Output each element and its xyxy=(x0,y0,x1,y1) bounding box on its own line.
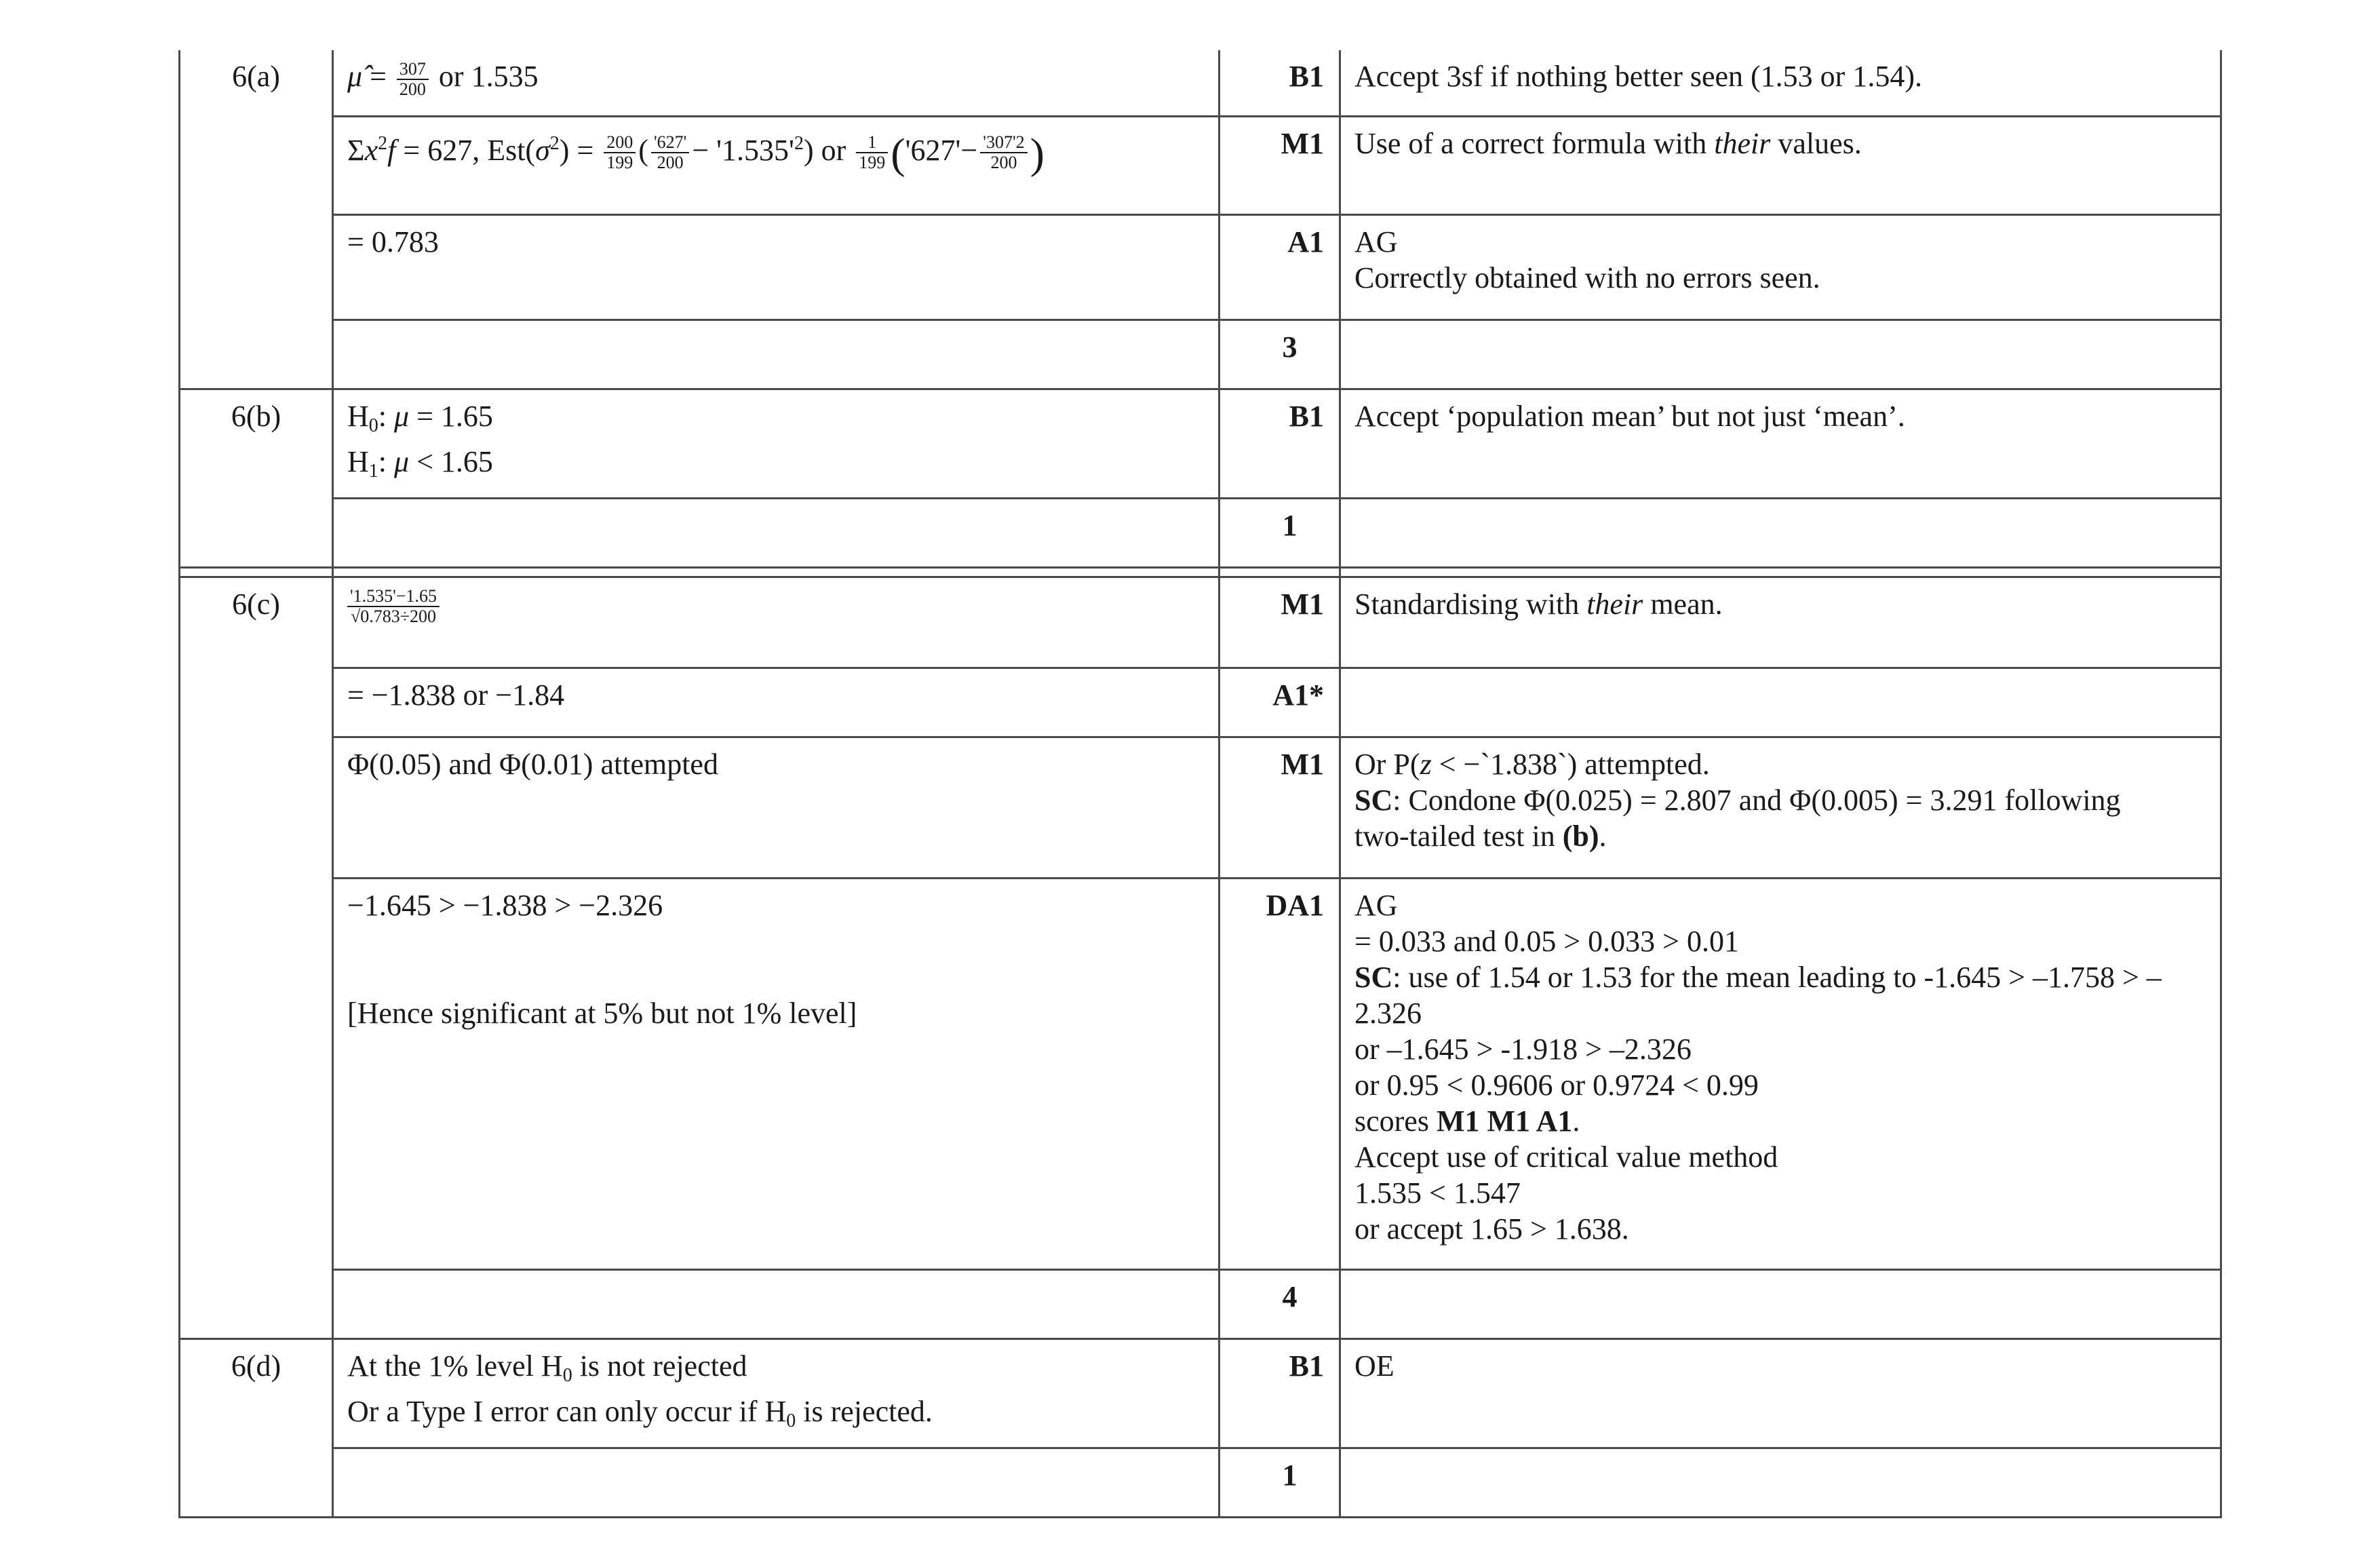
q6a-guidance-2 xyxy=(1340,116,2221,214)
guidance-line: AG xyxy=(1354,888,1398,922)
q6c-mark-1: M1 xyxy=(1220,577,1340,668)
working-text: Or a Type I error can only occur if H xyxy=(347,1394,787,1428)
q6c-row-1 xyxy=(180,577,2221,668)
q6a-row-1 xyxy=(180,50,2221,116)
equals-sign: = xyxy=(370,60,387,93)
q6a-total-row xyxy=(180,320,2221,389)
frac-denominator: 200 xyxy=(990,153,1017,173)
z-var: z xyxy=(1420,747,1432,781)
q6b-total: 1 xyxy=(1220,498,1340,567)
paren: ) xyxy=(559,133,570,167)
subscript: 0 xyxy=(562,1364,572,1386)
guidance-text: values. xyxy=(1770,126,1862,160)
fraction-307-200 xyxy=(397,60,429,99)
fraction-1-199 xyxy=(856,133,888,172)
q6d-total-guidance xyxy=(1340,1448,2221,1517)
frac-numerator xyxy=(980,133,1027,153)
subscript: 1 xyxy=(368,460,378,482)
numerator-text: '307' xyxy=(983,132,1016,153)
h-letter: H xyxy=(347,444,369,478)
q6c-working-1 xyxy=(333,577,1220,668)
superscript-2: 2 xyxy=(378,132,388,154)
q6a-row-2 xyxy=(180,116,2221,214)
q6c-row-2 xyxy=(180,668,2221,737)
q6d-total-row xyxy=(180,1448,2221,1517)
sigma-var: σ xyxy=(535,133,550,167)
mark-scheme-table xyxy=(178,50,2222,1518)
guidance-line: or accept 1.65 > 1.638. xyxy=(1354,1212,1629,1246)
q6a-total-guidance xyxy=(1340,320,2221,389)
hypothesis-value: < 1.65 xyxy=(409,444,493,478)
guidance-line xyxy=(1354,1103,2206,1139)
guidance-line xyxy=(1354,746,2206,782)
q6c-row-4 xyxy=(180,878,2221,1269)
guidance-text: mean. xyxy=(1643,587,1723,621)
colon: : xyxy=(378,399,395,433)
guidance-text: Use of a correct formula with xyxy=(1354,126,1715,160)
q6a-working-2 xyxy=(333,116,1220,214)
q6a-total: 3 xyxy=(1220,320,1340,389)
q6c-total-working xyxy=(333,1269,1220,1338)
frac-denominator: 200 xyxy=(399,79,426,99)
q6d-total-working xyxy=(333,1448,1220,1517)
marks-ref: M1 M1 A1 xyxy=(1436,1104,1573,1138)
fraction-200-199 xyxy=(604,133,636,172)
superscript-2: 2 xyxy=(1015,132,1025,153)
superscript-2: 2 xyxy=(549,132,560,154)
h-letter: H xyxy=(347,399,369,433)
separator-cell xyxy=(1220,567,1340,577)
q6a-guidance-3 xyxy=(1340,214,2221,320)
sum-value: = 627, xyxy=(395,133,480,167)
guidance-line xyxy=(1354,959,2206,995)
part-ref: (b) xyxy=(1562,819,1599,853)
q6c-mark-4: DA1 xyxy=(1220,878,1340,1269)
q6d-label: 6(d) xyxy=(180,1338,333,1517)
q6c-total-guidance xyxy=(1340,1269,2221,1338)
alt-value: or 1.535 xyxy=(438,60,539,93)
working-text: At the 1% level H xyxy=(347,1349,563,1383)
separator-cell xyxy=(333,567,1220,577)
q6a-working-1 xyxy=(333,50,1220,116)
value-627: '627'− xyxy=(905,133,978,167)
guidance-line: Correctly obtained with no errors seen. xyxy=(1354,261,1820,294)
q6b-working-1 xyxy=(333,389,1220,498)
guidance-text: : Condone Φ(0.025) = 2.807 and Φ(0.005) = 3.291 following xyxy=(1392,783,2121,817)
frac-numerator: 200 xyxy=(604,133,636,153)
q6d-mark-1: B1 xyxy=(1220,1338,1340,1448)
guidance-line: 1.535 < 1.547 xyxy=(1354,1176,1521,1210)
hypothesis-value: = 1.65 xyxy=(409,399,493,433)
mean-term: − '1.535' xyxy=(692,133,794,167)
q6b-total-guidance xyxy=(1340,498,2221,567)
q6a-row-3 xyxy=(180,214,2221,320)
f-var: f xyxy=(387,133,396,167)
fraction-307sq-200 xyxy=(980,133,1027,172)
mark-scheme xyxy=(178,50,2220,1518)
guidance-italic: their xyxy=(1714,126,1771,160)
q6c-row-3 xyxy=(180,737,2221,878)
guidance-line: or –1.645 > -1.918 > –2.326 xyxy=(1354,1032,1692,1066)
q6d-row-1 xyxy=(180,1338,2221,1448)
q6b-mark-1: B1 xyxy=(1220,389,1340,498)
q6c-total: 4 xyxy=(1220,1269,1340,1338)
q6c-label: 6(c) xyxy=(180,577,333,1338)
frac-denominator: 199 xyxy=(606,153,633,173)
q6a-working-3: = 0.783 xyxy=(333,214,1220,320)
q6c-working-3: Φ(0.05) and Φ(0.01) attempted xyxy=(333,737,1220,878)
q6a-mark-1: B1 xyxy=(1220,50,1340,116)
superscript-2: 2 xyxy=(794,132,804,154)
frac-numerator: '627' xyxy=(651,133,689,153)
q6c-mark-2: A1* xyxy=(1220,668,1340,737)
colon: : xyxy=(378,444,395,478)
subscript: 0 xyxy=(786,1410,796,1431)
guidance-text: : use of 1.54 or 1.53 for the mean leading to -1.645 > –1.758 > – xyxy=(1392,960,2162,994)
q6c-guidance-3 xyxy=(1340,737,2221,878)
q6c-working-2: = −1.838 or −1.84 xyxy=(333,668,1220,737)
guidance-text: Or P( xyxy=(1354,747,1420,781)
frac-numerator: 1 xyxy=(856,133,888,153)
guidance-line: AG xyxy=(1354,225,1398,258)
x-var: x xyxy=(364,133,378,167)
est-label: Est( xyxy=(487,133,536,167)
sigma-symbol: Σ xyxy=(347,133,365,167)
frac-numerator: 307 xyxy=(397,60,429,80)
q6b-total-working xyxy=(333,498,1220,567)
z-fraction xyxy=(347,587,440,626)
q6a-mark-2: M1 xyxy=(1220,116,1340,214)
q6d-total: 1 xyxy=(1220,1448,1340,1517)
paren: ) xyxy=(1030,128,1045,177)
q6b-total-row xyxy=(180,498,2221,567)
guidance-text: two-tailed test in xyxy=(1354,819,1563,853)
q6a-total-working xyxy=(333,320,1220,389)
separator-cell xyxy=(1340,567,2221,577)
h1-line xyxy=(347,444,1205,489)
guidance-line: or 0.95 < 0.9606 or 0.9724 < 0.99 xyxy=(1354,1068,1759,1102)
mu-var: μ xyxy=(394,444,410,478)
q6d-guidance-1: OE xyxy=(1340,1338,2221,1448)
working-text: is rejected. xyxy=(796,1394,933,1428)
frac-denominator: 199 xyxy=(859,153,886,173)
working-line xyxy=(347,1393,1205,1439)
q6c-guidance-2 xyxy=(1340,668,2221,737)
fraction-627-200 xyxy=(651,133,689,172)
mu-hat: μ̂ xyxy=(347,60,363,93)
separator-cell xyxy=(180,567,333,577)
paren: ) xyxy=(803,133,814,167)
guidance-line: Accept use of critical value method xyxy=(1354,1140,1778,1174)
working-text: is not rejected xyxy=(572,1349,747,1383)
q6b-row-1 xyxy=(180,389,2221,498)
subscript: 0 xyxy=(368,415,378,436)
q6c-working-4 xyxy=(333,878,1220,1269)
conclusion-line: [Hence significant at 5% but not 1% level] xyxy=(347,996,857,1030)
q6b-guidance-1: Accept ‘population mean’ but not just ‘mean’. xyxy=(1340,389,2221,498)
guidance-text: Standardising with xyxy=(1354,587,1587,621)
sc-label: SC xyxy=(1354,783,1393,817)
q6c-total-row xyxy=(180,1269,2221,1338)
sc-label: SC xyxy=(1354,960,1393,994)
guidance-text: . xyxy=(1599,819,1607,853)
working-line: −1.645 > −1.838 > −2.326 xyxy=(347,888,663,922)
equals-sign: = xyxy=(577,133,594,167)
working-line xyxy=(347,1348,1205,1393)
table-separator xyxy=(180,567,2221,577)
q6d-working-1 xyxy=(333,1338,1220,1448)
guidance-italic: their xyxy=(1586,587,1643,621)
frac-numerator: '1.535'−1.65 xyxy=(347,587,440,607)
frac-denominator: 200 xyxy=(657,153,684,173)
q6a-label: 6(a) xyxy=(180,50,333,389)
mu-var: μ xyxy=(394,399,410,433)
guidance-line: = 0.033 and 0.05 > 0.033 > 0.01 xyxy=(1354,924,1739,958)
h0-line xyxy=(347,398,1205,444)
paren: ( xyxy=(891,128,905,177)
q6a-guidance-1: Accept 3sf if nothing better seen (1.53 or 1.54). xyxy=(1340,50,2221,116)
guidance-line xyxy=(1354,818,2206,854)
q6c-guidance-1 xyxy=(1340,577,2221,668)
q6c-mark-3: M1 xyxy=(1220,737,1340,878)
guidance-text: . xyxy=(1572,1104,1580,1138)
guidance-line: 2.326 xyxy=(1354,996,1422,1030)
guidance-text: < −`1.838`) attempted. xyxy=(1431,747,1710,781)
q6b-label: 6(b) xyxy=(180,389,333,567)
guidance-text: scores xyxy=(1354,1104,1437,1138)
guidance-line xyxy=(1354,782,2206,818)
q6c-guidance-4 xyxy=(1340,878,2221,1269)
paren: ( xyxy=(638,133,648,167)
frac-denominator: √0.783÷200 xyxy=(351,606,437,627)
q6a-mark-3: A1 xyxy=(1220,214,1340,320)
or-word: or xyxy=(821,133,846,167)
